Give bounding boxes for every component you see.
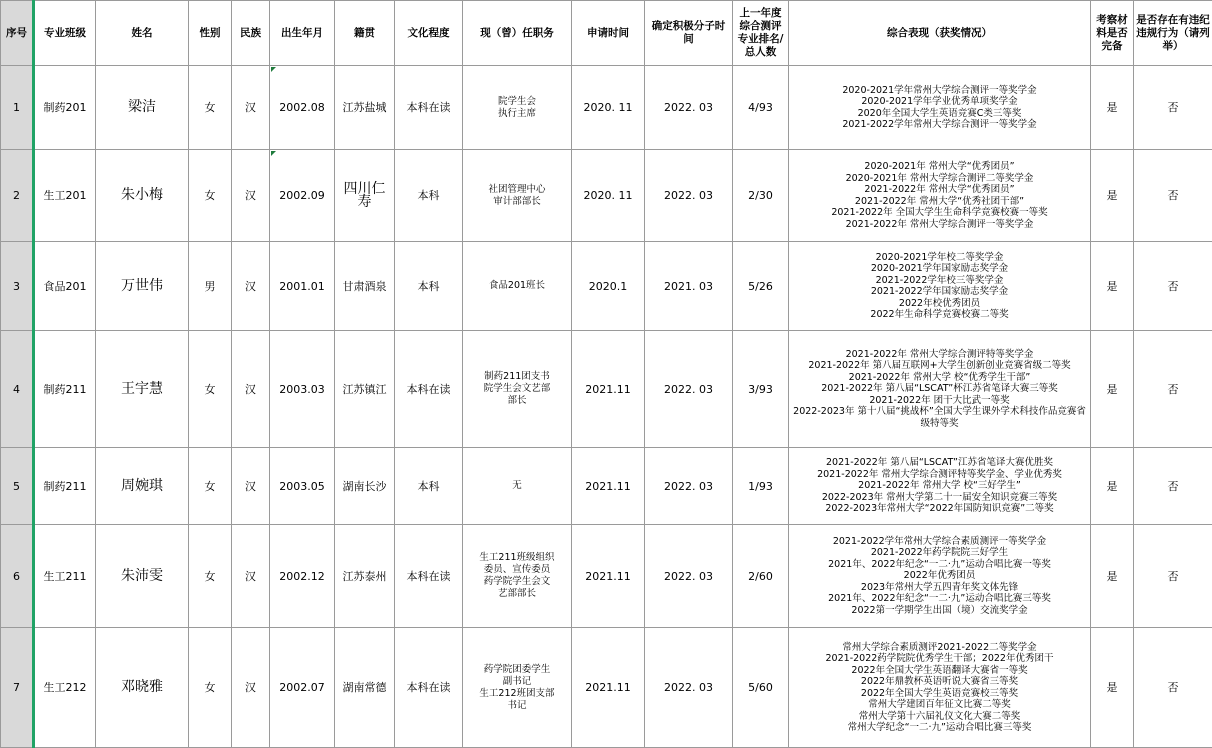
cell-position-line: 制药211团支书 [465,371,569,383]
cell-position[interactable] [463,331,572,448]
cell-violation[interactable]: 否 [1134,242,1212,331]
cell-rank[interactable]: 1/93 [733,448,789,525]
cell-violation[interactable]: 否 [1134,66,1212,150]
cell-performance-line: 2021-2022年 常州大学 校“优秀学生干部” [791,372,1088,384]
cell-performance-line: 2021-2022年 团干大比武一等奖 [791,395,1088,407]
header-name[interactable]: 姓名 [96,1,189,66]
table-row [1,242,1212,331]
cell-birth[interactable]: 2002.08 [270,66,335,150]
cell-performance-line: 2020-2021学年学业优秀单项奖学金 [791,96,1088,108]
cell-position-line: 生工211班级组织 [465,552,569,564]
cell-materials[interactable]: 是 [1091,525,1134,628]
cell-origin[interactable]: 江苏泰州 [335,525,395,628]
cell-confirm-time[interactable]: 2022. 03 [645,525,733,628]
cell-position-line: 药学院学生会文 [465,576,569,588]
cell-gender[interactable]: 女 [189,448,232,525]
cell-performance[interactable] [789,448,1091,525]
cell-performance-line: 2021-2022年 第八届互联网+大学生创新创业竞赛省级二等奖 [791,360,1088,372]
cell-gender[interactable]: 女 [189,331,232,448]
cell-violation[interactable]: 否 [1134,150,1212,242]
cell-performance-line: 2020年全国大学生英语竞赛C类三等奖 [791,108,1088,120]
cell-performance-line: 2021-2022学年常州大学综合测评一等奖学金 [791,119,1088,131]
cell-apply-time[interactable]: 2021.11 [572,525,645,628]
cell-origin[interactable]: 江苏镇江 [335,331,395,448]
comment-indicator-icon[interactable] [271,151,276,156]
cell-performance[interactable] [789,525,1091,628]
cell-performance-line: 2021-2022学年常州大学综合素质测评一等奖学金 [791,536,1088,548]
cell-materials[interactable]: 是 [1091,150,1134,242]
cell-performance-line: 2021-2022年 常州大学综合测评特等奖学金、学业优秀奖 [791,469,1088,481]
cell-position[interactable] [463,628,572,748]
cell-birth[interactable]: 2001.01 [270,242,335,331]
cell-gender[interactable]: 女 [189,525,232,628]
cell-performance[interactable] [789,331,1091,448]
cell-performance-line: 2020-2021学年校二等奖学金 [791,252,1088,264]
cell-performance-line: 2020-2021年 常州大学“优秀团员” [791,161,1088,173]
cell-name[interactable]: 周婉琪 [96,448,189,525]
cell-performance-line: 常州大学第十六届礼仪文化大赛二等奖 [791,711,1088,723]
cell-education[interactable]: 本科 [395,242,463,331]
cell-performance-line: 2020-2021学年国家励志奖学金 [791,263,1088,275]
table-row [1,331,1212,448]
cell-apply-time[interactable]: 2021.11 [572,628,645,748]
cell-education[interactable]: 本科在读 [395,628,463,748]
header-apply-time[interactable]: 申请时间 [572,1,645,66]
cell-birth[interactable]: 2002.12 [270,525,335,628]
cell-position-line: 部长 [465,395,569,407]
cell-rank[interactable]: 5/60 [733,628,789,748]
cell-performance-line: 2022年优秀团员 [791,570,1088,582]
cell-performance-line: 2022第一学期学生出国（境）交流奖学金 [791,605,1088,617]
header-position[interactable]: 现（曾）任职务 [463,1,572,66]
cell-position[interactable] [463,448,572,525]
cell-performance-line: 2022-2023年常州大学“2022年国防知识竞赛”二等奖 [791,503,1088,515]
cell-ethnicity[interactable]: 汉 [232,242,270,331]
cell-violation[interactable]: 否 [1134,525,1212,628]
cell-rank[interactable]: 2/60 [733,525,789,628]
cell-performance-line: 2021-2022学年校三等奖学金 [791,275,1088,287]
cell-confirm-time[interactable]: 2022. 03 [645,331,733,448]
table-row [1,525,1212,628]
cell-ethnicity[interactable]: 汉 [232,628,270,748]
row-index[interactable]: 5 [1,448,34,525]
header-performance[interactable]: 综合表现（获奖情况） [789,1,1091,66]
cell-position-line: 委员、宣传委员 [465,564,569,576]
cell-violation[interactable]: 否 [1134,628,1212,748]
cell-position-line: 药学院团委学生 [465,664,569,676]
cell-performance-line: 常州大学建团百年征文比赛二等奖 [791,699,1088,711]
row-index[interactable]: 6 [1,525,34,628]
cell-position-line: 生工212班团支部 [465,688,569,700]
cell-performance-line: 2021-2022年 第八届“LSCAT”江苏省笔译大赛优胜奖 [791,457,1088,469]
header-row [1,1,1212,66]
cell-name[interactable]: 梁洁 [96,66,189,150]
cell-rank[interactable]: 5/26 [733,242,789,331]
cell-position-line: 艺部部长 [465,588,569,600]
cell-rank[interactable]: 2/30 [733,150,789,242]
cell-performance-line: 2020-2021年 常州大学综合测评二等奖学金 [791,173,1088,185]
cell-position-line: 院学生会文艺部 [465,383,569,395]
cell-performance[interactable] [789,628,1091,748]
cell-position-line: 审计部部长 [465,196,569,208]
cell-education[interactable]: 本科在读 [395,331,463,448]
table-body [1,66,1212,748]
cell-performance-line: 2021-2022年 常州大学“优秀社团干部” [791,196,1088,208]
cell-birth[interactable]: 2003.03 [270,331,335,448]
row-index[interactable]: 1 [1,66,34,150]
cell-performance-line: 2021年、2022年纪念“一二·九”运动合唱比赛三等奖 [791,593,1088,605]
cell-birth[interactable]: 2002.09 [270,150,335,242]
header-index[interactable]: 序号 [1,1,34,66]
cell-birth[interactable]: 2003.05 [270,448,335,525]
cell-confirm-time[interactable]: 2022. 03 [645,66,733,150]
cell-class[interactable]: 生工201 [34,150,96,242]
cell-performance-line: 2023年常州大学五四青年奖文体先锋 [791,582,1088,594]
cell-class[interactable]: 生工211 [34,525,96,628]
cell-education[interactable]: 本科 [395,448,463,525]
cell-violation[interactable]: 否 [1134,331,1212,448]
cell-apply-time[interactable]: 2020.1 [572,242,645,331]
cell-performance-line: 2021-2022年 常州大学“优秀团员” [791,184,1088,196]
header-birth[interactable]: 出生年月 [270,1,335,66]
cell-apply-time[interactable]: 2021.11 [572,331,645,448]
cell-apply-time[interactable]: 2020. 11 [572,150,645,242]
cell-performance-line: 2020-2021学年常州大学综合测评一等奖学金 [791,85,1088,97]
cell-gender[interactable]: 男 [189,242,232,331]
cell-gender[interactable]: 女 [189,66,232,150]
cell-class[interactable]: 制药211 [34,448,96,525]
cell-ethnicity[interactable]: 汉 [232,150,270,242]
cell-performance-line: 2022年全国大学生英语翻译大赛省一等奖 [791,665,1088,677]
cell-performance-line: 常州大学综合素质测评2021-2022二等奖学金 [791,642,1088,654]
cell-confirm-time[interactable]: 2022. 03 [645,150,733,242]
cell-performance-line: 2021年、2022年纪念“一二·九”运动合唱比赛一等奖 [791,559,1088,571]
cell-class[interactable]: 食品201 [34,242,96,331]
cell-education[interactable]: 本科 [395,150,463,242]
cell-materials[interactable]: 是 [1091,66,1134,150]
header-origin[interactable]: 籍贯 [335,1,395,66]
cell-rank[interactable]: 4/93 [733,66,789,150]
cell-position-line: 书记 [465,700,569,712]
cell-name[interactable]: 朱沛雯 [96,525,189,628]
cell-performance[interactable] [789,66,1091,150]
cell-confirm-time[interactable]: 2022. 03 [645,448,733,525]
cell-materials[interactable]: 是 [1091,242,1134,331]
cell-ethnicity[interactable]: 汉 [232,448,270,525]
row-index[interactable]: 2 [1,150,34,242]
cell-origin[interactable]: 湖南长沙 [335,448,395,525]
cell-origin[interactable]: 甘肃酒泉 [335,242,395,331]
cell-name[interactable]: 邓晓雅 [96,628,189,748]
cell-ethnicity[interactable]: 汉 [232,525,270,628]
cell-materials[interactable]: 是 [1091,448,1134,525]
cell-performance-line: 2022年鼎教杯英语听说大赛省三等奖 [791,676,1088,688]
cell-position[interactable] [463,242,572,331]
cell-education[interactable]: 本科在读 [395,66,463,150]
table-row [1,66,1212,150]
cell-performance-line: 2022年校优秀团员 [791,298,1088,310]
cell-name[interactable]: 朱小梅 [96,150,189,242]
cell-position[interactable] [463,525,572,628]
cell-apply-time[interactable]: 2021.11 [572,448,645,525]
cell-ethnicity[interactable]: 汉 [232,66,270,150]
row-index[interactable]: 3 [1,242,34,331]
header-confirm-time[interactable]: 确定积极分子时间 [645,1,733,66]
row-index[interactable]: 4 [1,331,34,448]
cell-materials[interactable]: 是 [1091,628,1134,748]
cell-class[interactable]: 制药211 [34,331,96,448]
cell-class[interactable]: 生工212 [34,628,96,748]
cell-birth[interactable]: 2002.07 [270,628,335,748]
table-row [1,448,1212,525]
cell-performance-line: 2021-2022年 常州大学综合测评特等奖学金 [791,349,1088,361]
cell-position[interactable] [463,150,572,242]
header-education[interactable]: 文化程度 [395,1,463,66]
comment-indicator-icon[interactable] [271,67,276,72]
cell-materials[interactable]: 是 [1091,331,1134,448]
cell-performance-line: 常州大学纪念“一二·九”运动合唱比赛三等奖 [791,722,1088,734]
cell-performance[interactable] [789,150,1091,242]
cell-position-line: 社团管理中心 [465,184,569,196]
cell-performance-line: 2022-2023年 常州大学第二十一届安全知识竞赛三等奖 [791,492,1088,504]
cell-origin[interactable]: 四川仁寿 [335,150,395,242]
header-ethnicity[interactable]: 民族 [232,1,270,66]
cell-position-line: 无 [465,480,569,492]
cell-apply-time[interactable]: 2020. 11 [572,66,645,150]
cell-name[interactable]: 王宇慧 [96,331,189,448]
cell-position-line: 副书记 [465,676,569,688]
cell-violation[interactable]: 否 [1134,448,1212,525]
header-rank[interactable]: 上一年度综合测评专业排名/总人数 [733,1,789,66]
cell-ethnicity[interactable]: 汉 [232,331,270,448]
cell-performance-line: 2022年生命科学竞赛校赛二等奖 [791,309,1088,321]
cell-confirm-time[interactable]: 2022. 03 [645,628,733,748]
cell-performance[interactable] [789,242,1091,331]
cell-position-line: 食品201班长 [465,280,569,292]
cell-performance-line: 2021-2022年药学院院三好学生 [791,547,1088,559]
table-row [1,628,1212,748]
cell-confirm-time[interactable]: 2021. 03 [645,242,733,331]
header-violation[interactable]: 是否存在有违纪违规行为（请列举） [1134,1,1212,66]
cell-position-line: 院学生会 [465,96,569,108]
cell-origin[interactable]: 湖南常德 [335,628,395,748]
cell-gender[interactable]: 女 [189,628,232,748]
cell-class[interactable]: 制药201 [34,66,96,150]
header-class[interactable]: 专业班级 [34,1,96,66]
table-row [1,150,1212,242]
cell-performance-line: 2021-2022年 常州大学综合测评一等奖学金 [791,219,1088,231]
cell-position[interactable] [463,66,572,150]
cell-position-line: 执行主席 [465,108,569,120]
cell-performance-line: 2021-2022年 常州大学 校“三好学生” [791,480,1088,492]
cell-gender[interactable]: 女 [189,150,232,242]
cell-performance-line: 2021-2022年 全国大学生生命科学竞赛校赛一等奖 [791,207,1088,219]
row-index[interactable]: 7 [1,628,34,748]
cell-performance-line: 2022年全国大学生英语竞赛校三等奖 [791,688,1088,700]
cell-performance-line: 2022-2023年 第十八届“挑战杯”全国大学生课外学术科技作品竞赛省级特等奖 [791,406,1088,429]
cell-performance-line: 2021-2022年 第八届“LSCAT”杯江苏省笔译大赛三等奖 [791,383,1088,395]
header-materials[interactable]: 考察材料是否完备 [1091,1,1134,66]
cell-performance-line: 2021-2022学年国家励志奖学金 [791,286,1088,298]
cell-rank[interactable]: 3/93 [733,331,789,448]
header-gender[interactable]: 性别 [189,1,232,66]
cell-name[interactable]: 万世伟 [96,242,189,331]
cell-education[interactable]: 本科在读 [395,525,463,628]
cell-performance-line: 2021-2022药学院院优秀学生干部；2022年优秀团干 [791,653,1088,665]
cell-origin[interactable]: 江苏盐城 [335,66,395,150]
